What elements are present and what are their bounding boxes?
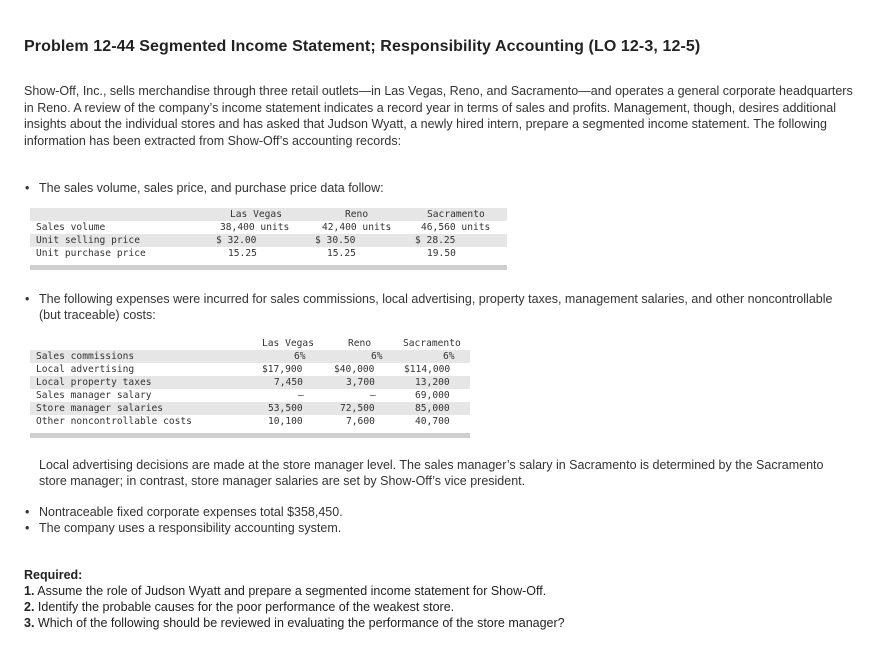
bullet-sales-data <box>25 180 384 196</box>
cell-value: 53,500 <box>268 403 303 414</box>
table-header-row <box>30 208 507 221</box>
column-header: Reno <box>348 338 372 349</box>
table-bottom-border <box>30 265 507 270</box>
cell-value: 46,560 units <box>421 222 491 233</box>
column-header: Las Vegas <box>230 209 282 220</box>
problem-title: Problem 12-44 Segmented Income Statement; Responsibility Accounting (LO 12-3, 12-5) <box>24 38 701 55</box>
column-header: Las Vegas <box>262 338 314 349</box>
bullet-dot: • <box>25 521 30 535</box>
table-bottom-border <box>30 433 470 438</box>
percent-value: 6% <box>371 351 383 362</box>
bullet-text: The sales volume, sales price, and purchase price data follow: <box>39 181 384 195</box>
required-item <box>24 615 565 631</box>
row-label: Unit purchase price <box>36 248 146 259</box>
table-row <box>30 376 470 389</box>
column-header: Reno <box>345 209 369 220</box>
item-number: 1. <box>24 584 35 598</box>
cell-value: 13,200 <box>415 377 450 388</box>
required-item <box>24 599 565 615</box>
sales-data-table <box>30 208 507 272</box>
cell-value: 69,000 <box>415 390 450 401</box>
row-label: Local property taxes <box>36 377 152 388</box>
bullet-text: Nontraceable fixed corporate expenses total $358,450. <box>39 505 343 519</box>
cell-value: $114,000 <box>404 364 451 375</box>
item-text: Identify the probable causes for the poor performance of the weakest store. <box>37 600 455 614</box>
row-label: Local advertising <box>36 364 135 375</box>
table-row <box>30 402 470 415</box>
cell-value: 19.50 <box>427 248 456 259</box>
cell-value: $40,000 <box>334 364 375 375</box>
expenses-table <box>30 337 470 439</box>
note-paragraph: Local advertising decisions are made at the store manager level. The sales manager’s salary in Sacramento is determined by the Sacramento store manager; in contrast, store manager salaries are set by Show-Off’s vice president. <box>39 458 824 488</box>
bullet-expenses <box>25 291 839 323</box>
cell-value: $ 32.00 <box>216 235 257 246</box>
cell-value: 40,700 <box>415 416 450 427</box>
cell-value: – <box>298 390 304 401</box>
item-text: Which of the following should be reviewed in evaluating the performance of the store manager? <box>37 616 565 630</box>
cell-value: 3,700 <box>346 377 375 388</box>
cell-value: 7,450 <box>274 377 303 388</box>
bullet-text: The company uses a responsibility accounting system. <box>39 521 342 535</box>
row-label: Sales volume <box>36 222 106 233</box>
table-row <box>30 415 470 428</box>
row-label: Store manager salaries <box>36 403 164 414</box>
cell-value: 42,400 units <box>322 222 392 233</box>
item-number: 3. <box>24 616 35 630</box>
cell-value: 7,600 <box>346 416 375 427</box>
table-row <box>30 234 507 247</box>
cell-value: 38,400 units <box>220 222 290 233</box>
row-label: Other noncontrollable costs <box>36 416 192 427</box>
required-section <box>24 567 565 631</box>
table-row <box>30 363 470 376</box>
bullet-responsibility-accounting <box>25 520 342 536</box>
intro-paragraph: Show-Off, Inc., sells merchandise through three retail outlets—in Las Vegas, Reno, and Sacramento—and operates a general corporate headquarters in Reno. A review of the company’s income statement indicates a record year in terms of sales and profits. Management, though, desires additional insights about the individual stores and has asked that Judson Wyatt, a newly hired intern, prepare a segmented income statement. The following information has been extracted from Show-Off’s accounting records: <box>24 84 853 148</box>
required-heading: Required: <box>24 568 83 582</box>
table-row <box>30 221 507 234</box>
percent-value: 6% <box>443 351 455 362</box>
table-row <box>30 350 470 363</box>
cell-value: – <box>370 390 376 401</box>
row-label: Sales manager salary <box>36 390 152 401</box>
required-item <box>24 583 565 599</box>
row-label: Unit selling price <box>36 235 140 246</box>
bullet-dot: • <box>25 292 30 306</box>
row-label: Sales commissions <box>36 351 135 362</box>
bullet-corporate-expenses <box>25 504 343 520</box>
column-header: Sacramento <box>403 338 461 349</box>
cell-value: $ 30.50 <box>315 235 356 246</box>
cell-value: 10,100 <box>268 416 303 427</box>
item-text: Assume the role of Judson Wyatt and prepare a segmented income statement for Show-Off. <box>37 584 547 598</box>
cell-value: $ 28.25 <box>415 235 456 246</box>
column-header: Sacramento <box>427 209 485 220</box>
cell-value: 72,500 <box>340 403 375 414</box>
bullet-dot: • <box>25 181 30 195</box>
bullet-text: The following expenses were incurred for sales commissions, local advertising, property taxes, management salaries, and other noncontrollable (but traceable) costs: <box>39 292 833 322</box>
table-row <box>30 389 470 402</box>
table-header-row <box>30 337 470 350</box>
bullet-dot: • <box>25 505 30 519</box>
cell-value: $17,900 <box>262 364 303 375</box>
item-number: 2. <box>24 600 35 614</box>
percent-value: 6% <box>294 351 306 362</box>
cell-value: 85,000 <box>415 403 450 414</box>
cell-value: 15.25 <box>228 248 257 259</box>
table-row <box>30 247 507 260</box>
cell-value: 15.25 <box>327 248 356 259</box>
